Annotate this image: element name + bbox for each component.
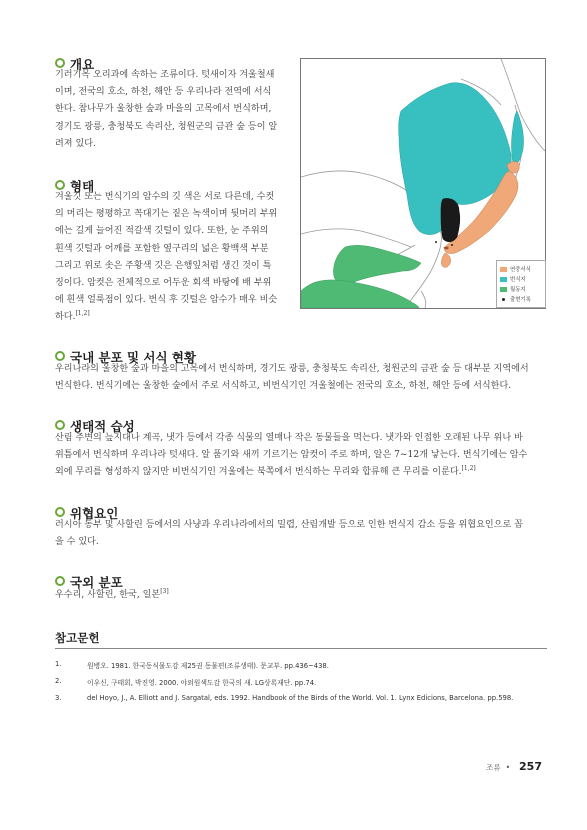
- distribution-map: [300, 58, 546, 309]
- legend-swatch-wintering: [500, 287, 507, 292]
- circle-bullet-icon: [55, 507, 65, 517]
- wintering-china: [333, 245, 421, 282]
- record-point: [451, 244, 453, 246]
- references-title: 참고문헌: [55, 631, 100, 645]
- page-number: 257: [519, 760, 542, 773]
- legend-item: 월동지: [500, 284, 542, 294]
- citation: [1,2]: [75, 310, 90, 318]
- section-title-overview: 개요: [55, 55, 94, 73]
- legend-dot-icon: [502, 298, 505, 301]
- citation: [3]: [160, 588, 169, 595]
- circle-bullet-icon: [55, 576, 65, 586]
- ecology-text: 산림 주변의 늪지대나 계곡, 냇가 등에서 각종 식물의 열매나 작은 동물들을 먹는다. 냇가와 인접한 오래된 나무 위나 바 위틈에서 번식하며 우리나라 텃새다. 알 품기와 새끼 기르기는 암컷이 주로 하며, 알은 7~12개 낳는다. 번식기에는 암수 외에 무리를 형성하지 않지만 비번식기인 겨울에는 북쪽에서 번식하는 무리와 합류해 큰 무리를 이룬다.[1,2]: [55, 433, 528, 478]
- foreign-text: 우수리, 사할린, 한국, 일본[3]: [55, 588, 169, 600]
- section-title-foreign: 국외 분포: [55, 573, 123, 591]
- year-round-kyushu: [441, 253, 450, 267]
- references-divider: [55, 648, 547, 649]
- footer-separator: •: [505, 763, 511, 772]
- korea-peninsula: [441, 199, 460, 242]
- section-title-morphology: 형태: [55, 177, 94, 195]
- section-title-ecology: 생태적 습성: [55, 417, 135, 435]
- morphology-text: 겨울깃 또는 번식기의 암수의 깃 색은 서로 다른데, 수컷 의 머리는 평평하고 꼭대기는 짙은 녹색이며 뒷머리 부위 에는 길게 늘어진 적갈색 깃털이 있다. 또한, 눈 주위의 흰색 깃털과 어깨를 포함한 옆구리의 넓은 황백색 부분 그리고 위로 솟은 주황색 깃은 은행잎처럼 생긴 것이 특 징이다. 암컷은 전체적으로 어두운 회색 바탕에 배 부위 에 흰색 얼룩점이 있다. 번식 후 깃털은 암수가 매우 비슷 하다.[1,2]: [55, 192, 278, 323]
- section-title-threats: 위협요인: [55, 504, 118, 522]
- threats-text: 러시아 동부 및 사할린 등에서의 사냥과 우리나라에서의 밀렵, 산림개발 등으로 인한 번식지 감소 등을 위협요인으로 꼽 을 수 있다.: [55, 520, 523, 548]
- circle-bullet-icon: [55, 351, 65, 361]
- breeding-range-sakhalin: [512, 111, 524, 164]
- legend-swatch-breeding: [500, 277, 507, 282]
- record-point: [435, 241, 437, 243]
- overview-text: 기러기목 오리과에 속하는 조류이다. 텃새이자 겨울철새 이며, 전국의 호소, 하천, 해안 등 우리나라 전역에 서식 한다. 참나무가 울창한 숲과 마을의 고목에서 번식하며, 경기도 광릉, 충청북도 속리산, 청원군의 금관 숲 등이 알 려져 있다.: [55, 70, 278, 149]
- citation: [1,2]: [461, 465, 476, 473]
- map-legend: [496, 260, 546, 308]
- domestic-text: 우리나라의 울창한 숲과 마을의 고목에서 번식하며, 경기도 광릉, 충청북도 속리산, 청원군의 금관 숲 등 대부분 지역에서 번식한다. 번식기에는 울창한 숲에서 주로 서식하고, 비번식기인 겨울철에는 전국의 호소, 하천, 해안 등에 서식한다.: [55, 364, 529, 392]
- section-title-domestic: 국내 분포 및 서식 현황: [55, 348, 196, 366]
- legend-item: 출현기록: [500, 294, 542, 304]
- legend-item: 연중서식: [500, 264, 542, 274]
- circle-bullet-icon: [55, 420, 65, 430]
- footer-section: 조류: [486, 763, 501, 772]
- wintering-southeast: [301, 280, 419, 308]
- page-footer: [486, 760, 542, 773]
- legend-swatch-year-round: [500, 267, 507, 272]
- mainland-interior-border: [301, 229, 411, 247]
- legend-item: 번식지: [500, 274, 542, 284]
- taiwan-outline: [421, 291, 426, 308]
